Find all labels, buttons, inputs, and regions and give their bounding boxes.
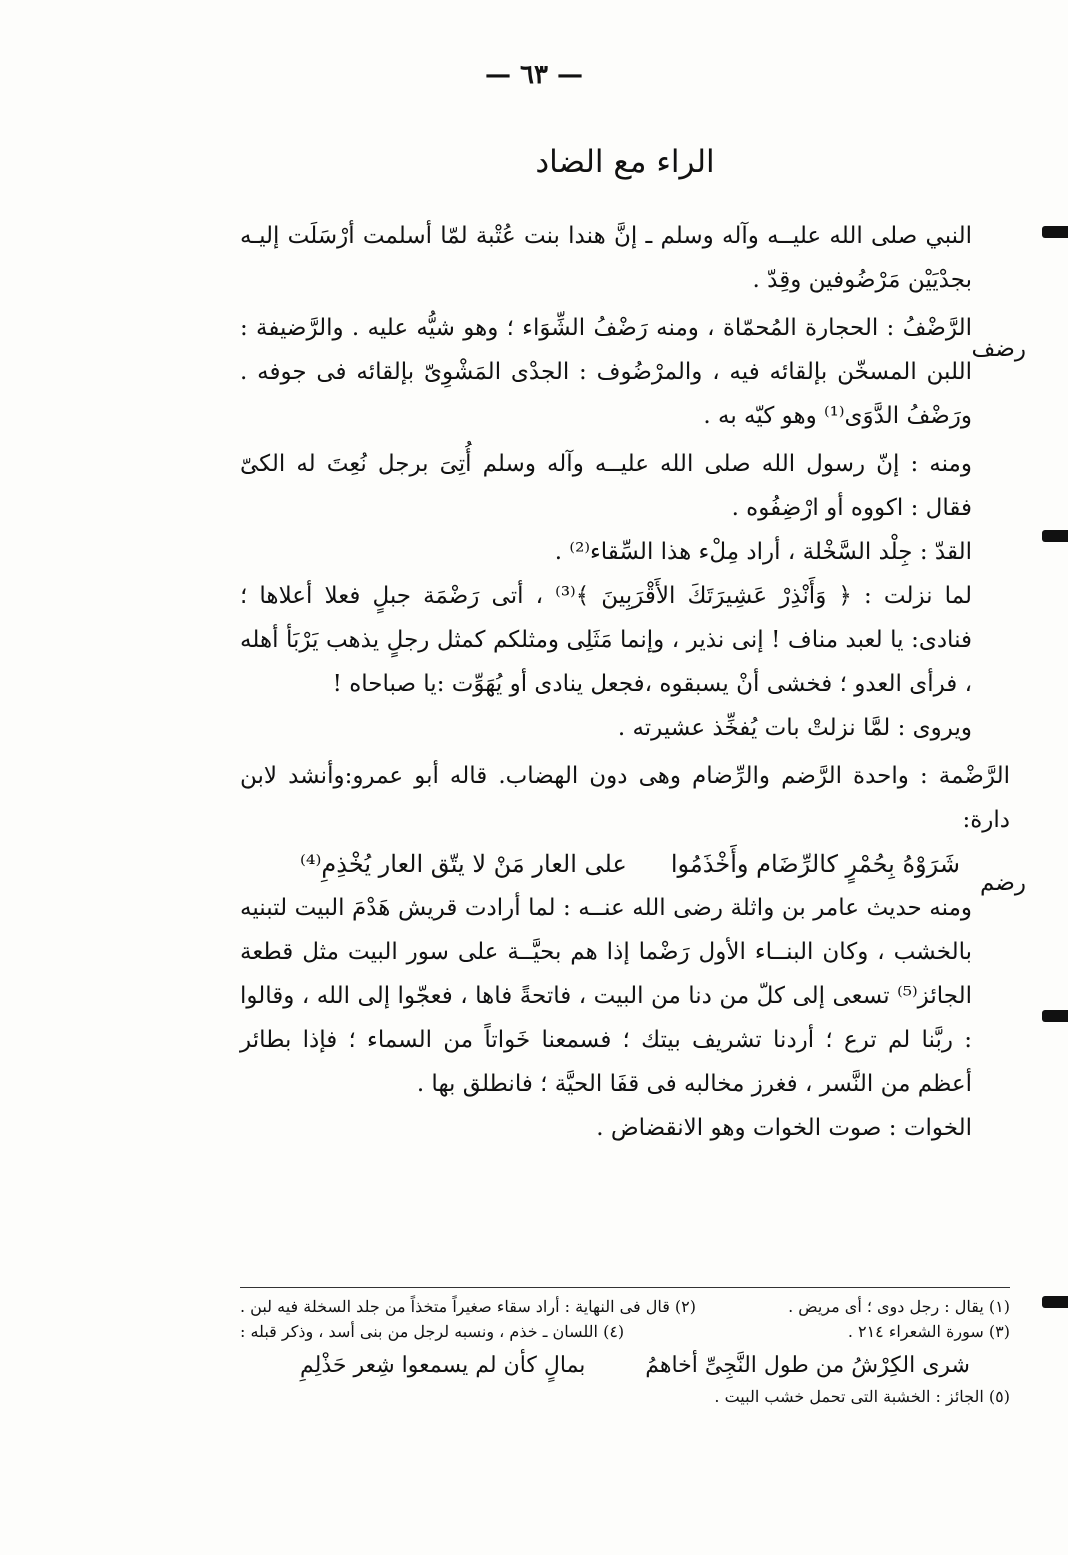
paragraph-wa-andhir: لما نزلت : ﴿ وَأَنْذِرْ عَشِيرَتَكَ الأَقْرَبِينَ ﴾⁽³⁾ ، أتى رَضْمَة جبلٍ فعلا أعلاها ؛ فنادى: يا لعبد مناف ! إنى نذير ، وإنما مَثَلِى ومثلكم كمثل رجلٍ يذهب يَرْبَأ أهله ، فرأى العدو ؛ فخشى أنْ يسبقوه ،فجعل ينادى أو يُهَوِّت :يا صباحاه !	[240, 583, 972, 697]
footnote-1: (١) يقال : رجل دوى ؛ أى مريض .	[788, 1297, 1010, 1316]
paragraph-radma-definition: الرَّضْمة : واحدة الرَّضم والرِّضام وهى دون الهضاب. قاله أبو عمرو:وأنشد لابن دارة:	[240, 763, 1011, 833]
paragraph-qidd-definition: القدّ : جِلْد السَّخْلة ، أراد مِلْء هذا السِّقاء⁽²⁾ .	[554, 539, 972, 565]
verse-first-hemistich: شَرَوْهُ بِحُمْرٍ كالرِّضَام وأَخْذَمُوا	[670, 850, 960, 878]
paragraph-yurwa: ويروى : لمَّا نزلتْ بات يُفخِّذ عشيرته .	[617, 715, 972, 741]
footnote-5: (٥) الجائز : الخشبة التى تحمل خشب البيت .	[714, 1387, 1010, 1406]
body-text	[240, 214, 1010, 1150]
footnotes	[240, 1287, 1010, 1409]
page-edge-mark	[1042, 1010, 1068, 1022]
footnote-3: (٣) سورة الشعراء ٢١٤ .	[847, 1322, 1010, 1341]
footnote-verse	[240, 1344, 1010, 1384]
section-title: الراء مع الضاد	[535, 144, 715, 180]
page-number: — ٦٣ —	[484, 60, 584, 90]
verse-line	[240, 842, 1010, 886]
verse-second-hemistich: على العار مَنْ لا يتّق العار يُخْذِمِ⁽⁴⁾	[300, 850, 627, 878]
footnote-2: (٢) قال فى النهاية : أراد سقاء صغيراً متخذاً من جلد السخلة فيه لبن .	[240, 1297, 697, 1316]
paragraph-radf-definition: الرَّضْفُ : الحجارة المُحمّاة ، ومنه رَضْفُ الشِّوَاء ؛ وهو شيُّه عليه . والرَّضيفة : اللبن المسخّن بإلقائه فيه ، والمرْضُوف : الجدْى المَشْوِىّ بإلقائه فى جوفه . ورَضْفُ الدَّوَى⁽¹⁾ وهو كيّه به .	[240, 315, 972, 429]
footnote-4: (٤) اللسان ـ خذم ، ونسبه لرجل من بنى أسد ، وذكر قبله :	[240, 1322, 625, 1341]
page-edge-mark	[1042, 226, 1068, 238]
footnote-row-1	[240, 1294, 1010, 1319]
footnote-row-2	[240, 1319, 1010, 1344]
page-edge-mark	[1042, 1296, 1068, 1308]
paragraph-hadith-hind: النبي صلى الله عليــه وآله وسلم ـ إنَّ هندا بنت عُتْبة لمّا أسلمت أرْسَلَت إليـه بجدْيَيْن مَرْضُوفين وقِدّ .	[240, 223, 972, 293]
paragraph-amir-hadith: ومنه حديث عامر بن واثلة رضى الله عنــه : لما أرادت قريش هَدْمَ البيت لتبنيه بالخشب ، وكان البنــاء الأول رَضْما إذا هم بحيَّــة على سور البيت مثل قطعة الجائز⁽⁵⁾ تسعى إلى كلّ من دنا من البيت ، فاتحةً فاها ، فعجّوا إلى الله ، وقالوا : ربَّنا لم ترع ؛ أردنا تشريف بيتك ؛ فسمعنا خَواتاً من السماء ؛ فإذا بطائر أعظم من النَّسر ، فغرز مخالبه فى قفَا الحيَّة ؛ فانطلق بها .	[240, 895, 972, 1097]
footnote-verse-second: بمالٍ كأن لم يسمعوا شِعر حَذْلِمِ	[300, 1353, 586, 1378]
margin-note-radm: رضم	[980, 870, 1026, 896]
paragraph-khawat: الخوات : صوت الخوات وهو الانقضاض .	[596, 1115, 972, 1141]
paragraph-kayy-hadith: ومنه : إنّ رسول الله صلى الله عليــه وآله وسلم أُتِىَ برجل نُعِتَ له الكىّ فقال : اكووه أو ارْضِفُوه .	[240, 451, 972, 521]
page-edge-mark	[1042, 530, 1068, 542]
margin-note-radf: رضف	[971, 336, 1026, 362]
footnote-verse-first: شرى الكِرْشُ من طول النَّجِىِّ أخاهمُ	[645, 1353, 970, 1378]
